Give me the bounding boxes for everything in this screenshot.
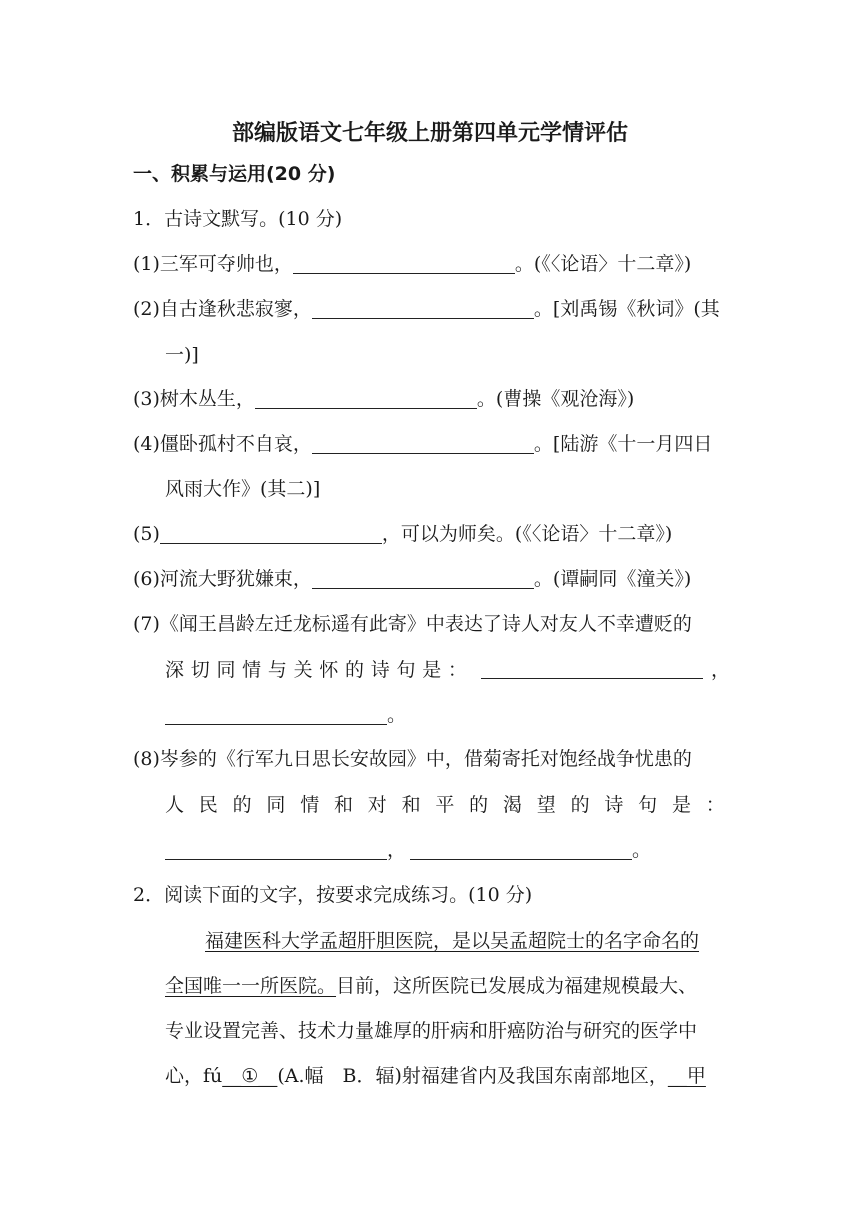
passage-line-4: 心，fú__①__(A.幅 B．辐)射福建省内及我国东南部地区，__甲 (165, 1065, 706, 1087)
period: 。 (632, 839, 652, 861)
item-8-line-2 (165, 793, 727, 817)
item-5-prompt: (5) (133, 523, 160, 545)
item-1-prompt: (1)三军可夺帅也， (133, 253, 293, 275)
answer-blank[interactable] (312, 298, 534, 319)
item-6 (133, 567, 691, 591)
question-2-heading: 2．阅读下面的文字，按要求完成练习。(10 分) (133, 884, 533, 906)
page-title: 部编版语文七年级上册第四单元学情评估 (231, 121, 628, 146)
passage-line-1: 福建医科大学孟超肝胆医院，是以吴孟超院士的名字命名的 (205, 930, 700, 952)
blank-jia[interactable]: __甲 (667, 1065, 706, 1087)
item-8-line-1: (8)岑参的《行军九日思长安故园》中，借菊寄托对饱经战争忧患的 (133, 748, 692, 770)
blank-1[interactable]: __①__ (222, 1065, 278, 1087)
answer-blank[interactable] (293, 253, 515, 274)
passage-line-2: 全国唯一一所医院。目前，这所医院已发展成为福建规模最大、 (165, 975, 698, 997)
answer-blank[interactable] (481, 658, 703, 679)
item-4-source: 。[陆游《十一月四日 (533, 433, 713, 455)
item-4 (133, 432, 712, 456)
section-heading-1: 一、积累与运用(20 分) (133, 163, 336, 185)
item-3 (133, 387, 634, 411)
answer-blank[interactable] (312, 568, 534, 589)
underlined-sentence: 全国唯一一所医院。 (165, 975, 337, 997)
answer-blank[interactable] (410, 839, 632, 860)
item-2-continuation: 一)] (165, 344, 199, 366)
item-1-source: 。(《〈论语〉十二章》) (514, 253, 692, 275)
item-7-line-3 (165, 703, 406, 727)
item-2-source: 。[刘禹锡《秋词》(其 (533, 298, 720, 320)
item-8-prompt: 人 民 的 同 情 和 对 和 平 的 渴 望 的 诗 句 是 ： (165, 794, 725, 816)
item-4-prompt: (4)僵卧孤村不自哀， (133, 433, 312, 455)
answer-blank[interactable] (165, 704, 387, 725)
item-1 (133, 252, 691, 276)
item-5-source: ，可以为师矣。(《〈论语〉十二章》) (381, 523, 673, 545)
comma: ， (387, 839, 407, 861)
item-5 (133, 522, 672, 546)
answer-blank[interactable] (312, 433, 534, 454)
item-6-source: 。(谭嗣同《潼关》) (533, 568, 692, 590)
question-1-heading: 1．古诗文默写。(10 分) (133, 208, 343, 230)
period: 。 (387, 704, 407, 726)
item-3-source: 。(曹操《观沧海》) (476, 388, 635, 410)
item-7-line-1: (7)《闻王昌龄左迁龙标遥有此寄》中表达了诗人对友人不幸遭贬的 (133, 613, 692, 635)
answer-blank[interactable] (165, 839, 387, 860)
comma: ， (711, 659, 731, 681)
item-4-continuation: 风雨大作》(其二)] (165, 478, 321, 500)
item-6-prompt: (6)河流大野犹嫌束， (133, 568, 312, 590)
item-3-prompt: (3)树木丛生， (133, 388, 255, 410)
item-7-prompt: 深 切 同 情 与 关 怀 的 诗 句 是 ： (165, 659, 467, 681)
answer-blank[interactable] (160, 523, 382, 544)
item-2-prompt: (2)自古逢秋悲寂寥， (133, 298, 312, 320)
passage-line-3: 专业设置完善、技术力量雄厚的肝病和肝癌防治与研究的医学中 (165, 1020, 698, 1042)
answer-blank[interactable] (255, 388, 477, 409)
item-2 (133, 297, 720, 321)
item-8-line-3 (165, 838, 651, 862)
